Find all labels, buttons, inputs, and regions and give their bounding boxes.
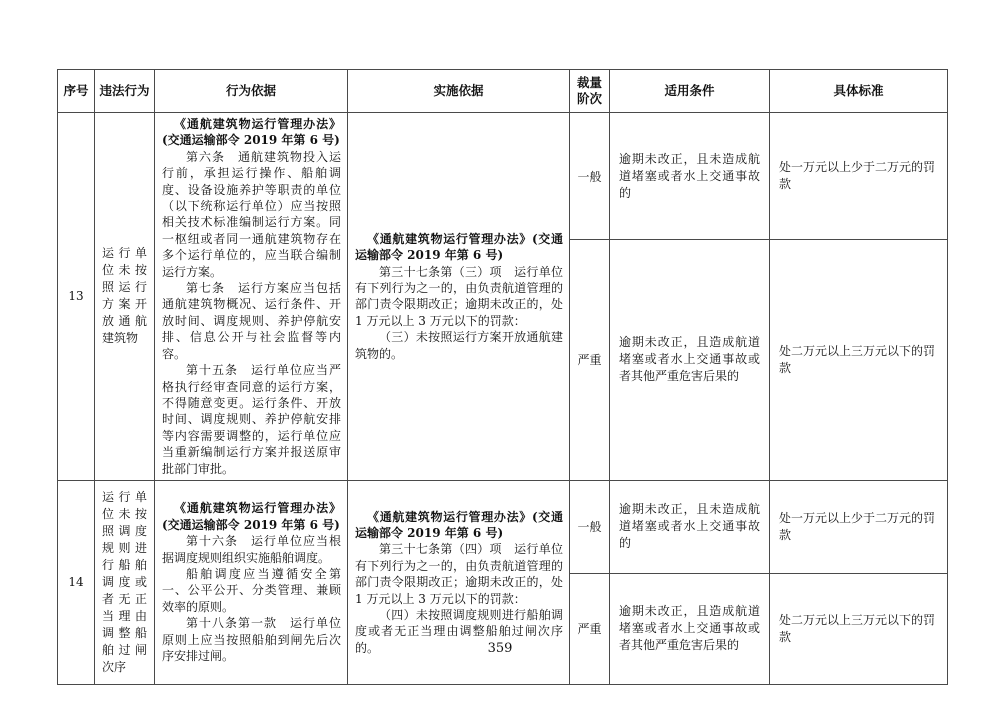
- row-13-index: 13: [58, 113, 95, 481]
- law-paragraph: 第七条 运行方案应当包括通航建筑物概况、运行条件、开放时间、调度规则、养护停航安排、信息公开与社会监督等内容。: [162, 281, 341, 361]
- row-13-condition-severe: 逾期未改正，且造成航道堵塞或者水上交通事故或者其他严重危害后果的: [610, 240, 770, 481]
- law-paragraph: 第十八条第一款 运行单位原则上应当按照船舶到闸先后次序安排过闸。: [162, 616, 341, 664]
- law-paragraph: （三）未按照运行方案开放通航建筑物的。: [355, 330, 563, 361]
- law-title: 《通航建筑物运行管理办法》(交通运输部令 2019 年第 6 号): [162, 117, 341, 148]
- law-paragraph: 第三十七条第（四）项 运行单位有下列行为之一的，由负责航道管理的部门责令限期改正；逾期未改正的，处 1 万元以上 3 万元以下的罚款：: [355, 542, 563, 606]
- row-13-violation: 运行单位未按照运行方案开放通航建筑物: [95, 113, 155, 481]
- header-tier: 裁量阶次: [570, 70, 610, 113]
- law-paragraph: 第三十七条第（三）项 运行单位有下列行为之一的，由负责航道管理的部门责令限期改正；逾期未改正的，处 1 万元以上 3 万元以下的罚款：: [355, 264, 563, 328]
- law-title: 《通航建筑物运行管理办法》(交通运输部令 2019 年第 6 号): [355, 231, 563, 263]
- header-violation: 违法行为: [95, 70, 155, 113]
- law-paragraph: 第十六条 运行单位应当根据调度规则组织实施船舶调度。: [162, 534, 341, 565]
- table-row: [58, 480, 948, 573]
- regulation-table: [57, 69, 948, 685]
- law-paragraph: （四）未按照调度规则进行船舶调度或者无正当理由调整船舶过闸次序的。: [355, 608, 563, 655]
- row-13-condition-general: 逾期未改正，且未造成航道堵塞或者水上交通事故的: [610, 113, 770, 240]
- row-13-tier-severe: 严重: [570, 240, 610, 481]
- row-13-standard-severe: 处二万元以上三万元以下的罚款: [770, 240, 948, 481]
- row-14-standard-general: 处一万元以上少于二万元的罚款: [770, 480, 948, 573]
- page-number: 359: [487, 641, 513, 656]
- row-13-behavior-basis: [155, 113, 348, 481]
- row-13-impl-basis: [348, 113, 570, 481]
- row-14-tier-severe: 严重: [570, 573, 610, 684]
- law-title: 《通航建筑物运行管理办法》(交通运输部令 2019 年第 6 号): [162, 501, 341, 532]
- header-index: 序号: [58, 70, 95, 113]
- table-header-row: [58, 70, 948, 113]
- row-14-index: 14: [58, 480, 95, 684]
- row-13-standard-general: 处一万元以上少于二万元的罚款: [770, 113, 948, 240]
- row-14-tier-general: 一般: [570, 480, 610, 573]
- header-impl-basis: 实施依据: [348, 70, 570, 113]
- table-row: [58, 113, 948, 240]
- row-14-condition-general: 逾期未改正，且未造成航道堵塞或者水上交通事故的: [610, 480, 770, 573]
- row-14-standard-severe: 处二万元以上三万元以下的罚款: [770, 573, 948, 684]
- header-condition: 适用条件: [610, 70, 770, 113]
- law-paragraph: 船舶调度应当遵循安全第一、公平公开、分类管理、兼顾效率的原则。: [162, 567, 341, 614]
- header-standard: 具体标准: [770, 70, 948, 113]
- row-14-condition-severe: 逾期未改正，且造成航道堵塞或者水上交通事故或者其他严重危害后果的: [610, 573, 770, 684]
- row-13-tier-general: 一般: [570, 113, 610, 240]
- law-paragraph: 第十五条 运行单位应当严格执行经审查同意的运行方案，不得随意变更。运行条件、开放时间、调度规则、养护停航安排等内容需要调整的，运行单位应当重新编制运行方案并报送原审批部门审批。: [162, 363, 341, 476]
- row-14-violation: 运行单位未按照调度规则进行船舶调度或者无正当理由调整船舶过闸次序: [95, 480, 155, 684]
- law-paragraph: 第六条 通航建筑物投入运行前，承担运行操作、船舶调度、设备设施养护等职责的单位（以下统称运行单位）应当按照相关技术标准编制运行方案。同一枢纽或者同一通航建筑物存在多个运行单位的，应当联合编制运行方案。: [162, 149, 341, 279]
- law-title: 《通航建筑物运行管理办法》(交通运输部令 2019 年第 6 号): [355, 509, 563, 541]
- header-behavior-basis: 行为依据: [155, 70, 348, 113]
